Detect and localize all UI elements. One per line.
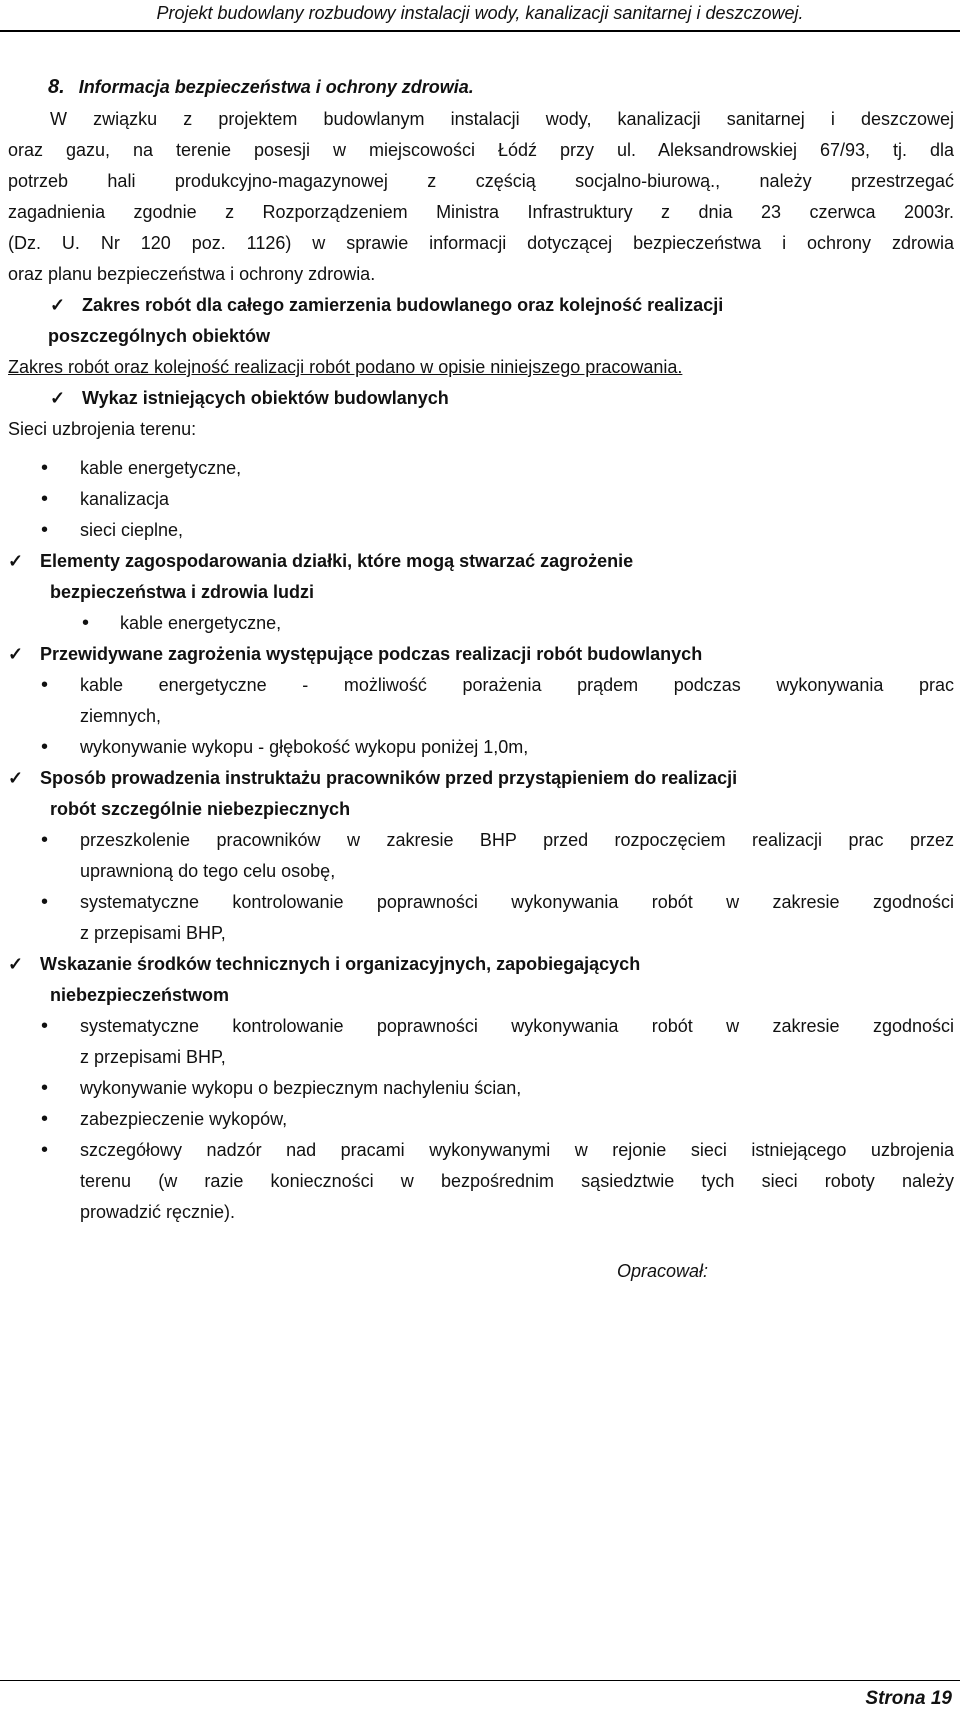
footer-rule <box>0 1680 960 1681</box>
existing-subheading: Sieci uzbrojenia terenu: <box>8 419 197 439</box>
intro-line-6: oraz planu bezpieczeństwa i ochrony zdrowia. <box>8 264 376 284</box>
check-icon: ✓ <box>8 644 24 664</box>
bullet-icon: • <box>82 612 90 634</box>
page-number: Strona 19 <box>865 1688 952 1709</box>
intro-line-2: oraz gazu, na terenie posesji w miejscowości Łódź przy ul. Aleksandrowskiej 67/93, tj. dla <box>8 140 954 160</box>
bullet-icon: • <box>41 1108 49 1130</box>
bullet-icon: • <box>41 829 49 851</box>
check-icon: ✓ <box>50 295 66 315</box>
list-item: • zabezpieczenie wykopów, <box>8 1104 954 1135</box>
intro-line-1: W związku z projektem budowlanym instalacji wody, kanalizacji sanitarnej i deszczowej <box>50 109 954 129</box>
list-item: • szczegółowy nadzór nad pracami wykonywanymi w rejonie sieci istniejącego uzbrojenia <box>8 1135 954 1166</box>
instruction-heading-cont: robót szczególnie niebezpiecznych <box>50 799 351 819</box>
existing-heading: ✓ Wykaz istniejących obiektów budowlanych <box>8 383 954 414</box>
bullet-icon: • <box>41 891 49 913</box>
list-item-cont: uprawnioną do tego celu osobę, <box>80 861 336 881</box>
list-item-cont: prowadzić ręcznie). <box>80 1202 236 1222</box>
check-icon: ✓ <box>8 954 24 974</box>
list-item: • sieci cieplne, <box>8 515 954 546</box>
list-item-cont: terenu (w razie konieczności w bezpośrednim sąsiedztwie tych sieci roboty należy <box>80 1171 954 1191</box>
list-item: • kanalizacja <box>8 484 954 515</box>
list-item-cont: z przepisami BHP, <box>80 923 226 943</box>
check-icon: ✓ <box>8 768 24 788</box>
bullet-icon: • <box>41 488 49 510</box>
intro-line-3: potrzeb hali produkcyjno-magazynowej z częścią socjalno-biurową., należy przestrzegać <box>8 171 954 191</box>
bullet-icon: • <box>41 1015 49 1037</box>
intro-line-5: (Dz. U. Nr 120 poz. 1126) w sprawie informacji dotyczącej bezpieczeństwa i ochrony zdrowia <box>8 233 954 253</box>
list-item: • wykonywanie wykopu o bezpiecznym nachyleniu ścian, <box>8 1073 954 1104</box>
list-item: • wykonywanie wykopu - głębokość wykopu poniżej 1,0m, <box>8 732 954 763</box>
list-item: • kable energetyczne, <box>8 608 954 639</box>
bullet-icon: • <box>41 1077 49 1099</box>
list-item: • systematyczne kontrolowanie poprawności wykonywania robót w zakresie zgodności <box>8 1011 954 1042</box>
measures-heading-cont: niebezpieczeństwom <box>50 985 230 1005</box>
check-icon: ✓ <box>50 388 66 408</box>
bullet-icon: • <box>41 736 49 758</box>
bullet-icon: • <box>41 457 49 479</box>
header-rule <box>0 30 960 32</box>
list-item: • przeszkolenie pracowników w zakresie BHP przed rozpoczęciem realizacji prac przez <box>8 825 954 856</box>
list-item-cont: z przepisami BHP, <box>80 1047 226 1067</box>
hazards-heading: ✓ Przewidywane zagrożenia występujące podczas realizacji robót budowlanych <box>8 639 954 670</box>
scope-text: Zakres robót oraz kolejność realizacji robót podano w opisie niniejszego pracowania. <box>8 357 683 377</box>
page-header: Projekt budowlany rozbudowy instalacji wody, kanalizacji sanitarnej i deszczowej. <box>156 3 804 23</box>
bullet-icon: • <box>41 1139 49 1161</box>
check-icon: ✓ <box>8 551 24 571</box>
elements-heading-cont: bezpieczeństwa i zdrowia ludzi <box>50 582 315 602</box>
list-item: • kable energetyczne - możliwość porażenia prądem podczas wykonywania prac <box>8 670 954 701</box>
measures-heading: ✓ Wskazanie środków technicznych i organizacyjnych, zapobiegających <box>8 949 954 980</box>
list-item-cont: ziemnych, <box>80 706 162 726</box>
section-title-text: Informacja bezpieczeństwa i ochrony zdrowia. <box>78 77 474 97</box>
instruction-heading: ✓ Sposób prowadzenia instruktażu pracowników przed przystąpieniem do realizacji <box>8 763 954 794</box>
signature-label: Opracował: <box>616 1261 708 1281</box>
bullet-icon: • <box>41 674 49 696</box>
scope-heading: ✓ Zakres robót dla całego zamierzenia budowlanego oraz kolejność realizacji <box>8 290 954 321</box>
section-number: 8. <box>48 76 65 98</box>
elements-heading: ✓ Elementy zagospodarowania działki, które mogą stwarzać zagrożenie <box>8 546 954 577</box>
document-body <box>8 70 954 1287</box>
list-item: • systematyczne kontrolowanie poprawności wykonywania robót w zakresie zgodności <box>8 887 954 918</box>
list-item: • kable energetyczne, <box>8 453 954 484</box>
intro-line-4: zagadnienia zgodnie z Rozporządzeniem Ministra Infrastruktury z dnia 23 czerwca 2003r. <box>8 202 954 222</box>
scope-heading-cont: poszczególnych obiektów <box>48 326 271 346</box>
bullet-icon: • <box>41 519 49 541</box>
section-title <box>8 70 954 104</box>
